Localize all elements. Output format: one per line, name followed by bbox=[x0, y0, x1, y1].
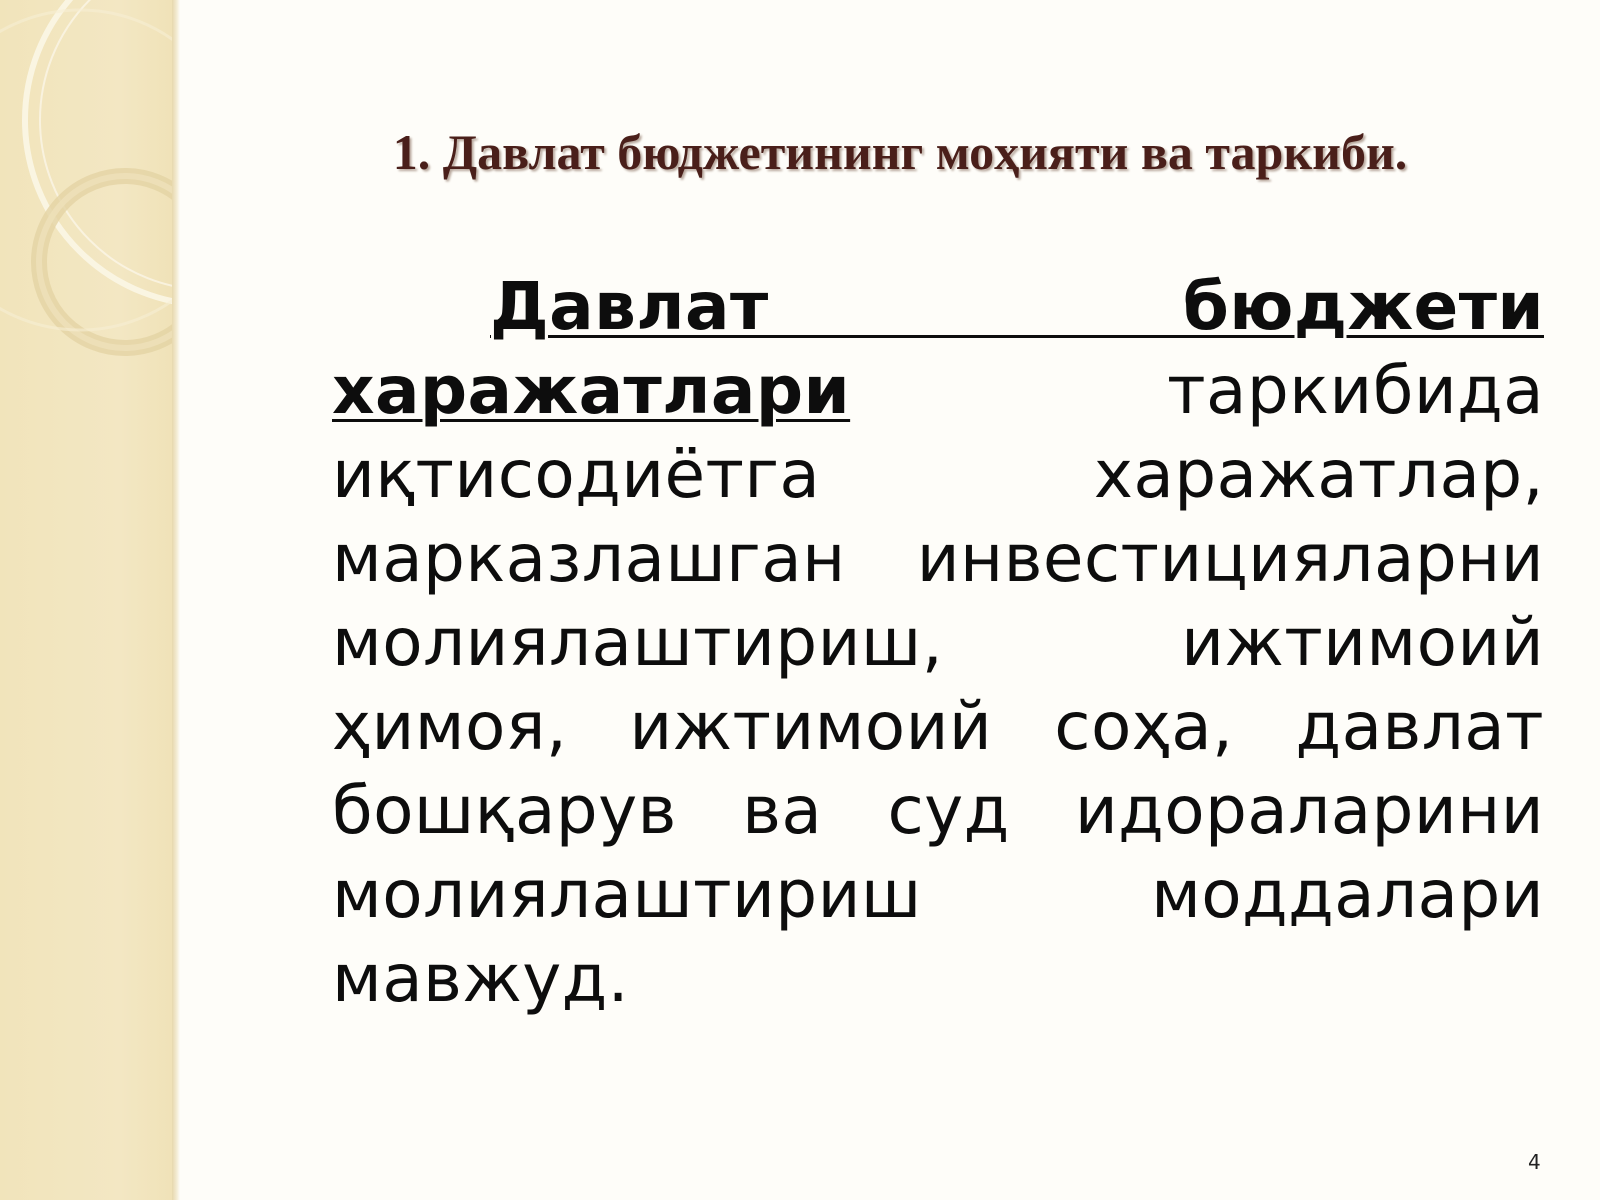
page-number: 4 bbox=[1528, 1150, 1541, 1174]
slide-title: 1. Давлат бюджетининг моҳияти ва таркиби. bbox=[392, 124, 1408, 180]
body-paragraph bbox=[332, 265, 1544, 1021]
paragraph-text: таркибида иқтисодиётга харажатлар, марказлашган инвестицияларни молиялаштириш, ижтимоий ҳимоя, ижтимоий соҳа, давлат бошқарув ва суд идораларини молиялаштириш моддалари мавжуд. bbox=[332, 352, 1544, 1017]
decorative-rings-icon bbox=[0, 0, 172, 1200]
decorative-sidebar bbox=[0, 0, 172, 1200]
sidebar-edge bbox=[172, 0, 180, 1200]
key-term: Давлат бюджети харажатлари bbox=[332, 268, 1544, 429]
